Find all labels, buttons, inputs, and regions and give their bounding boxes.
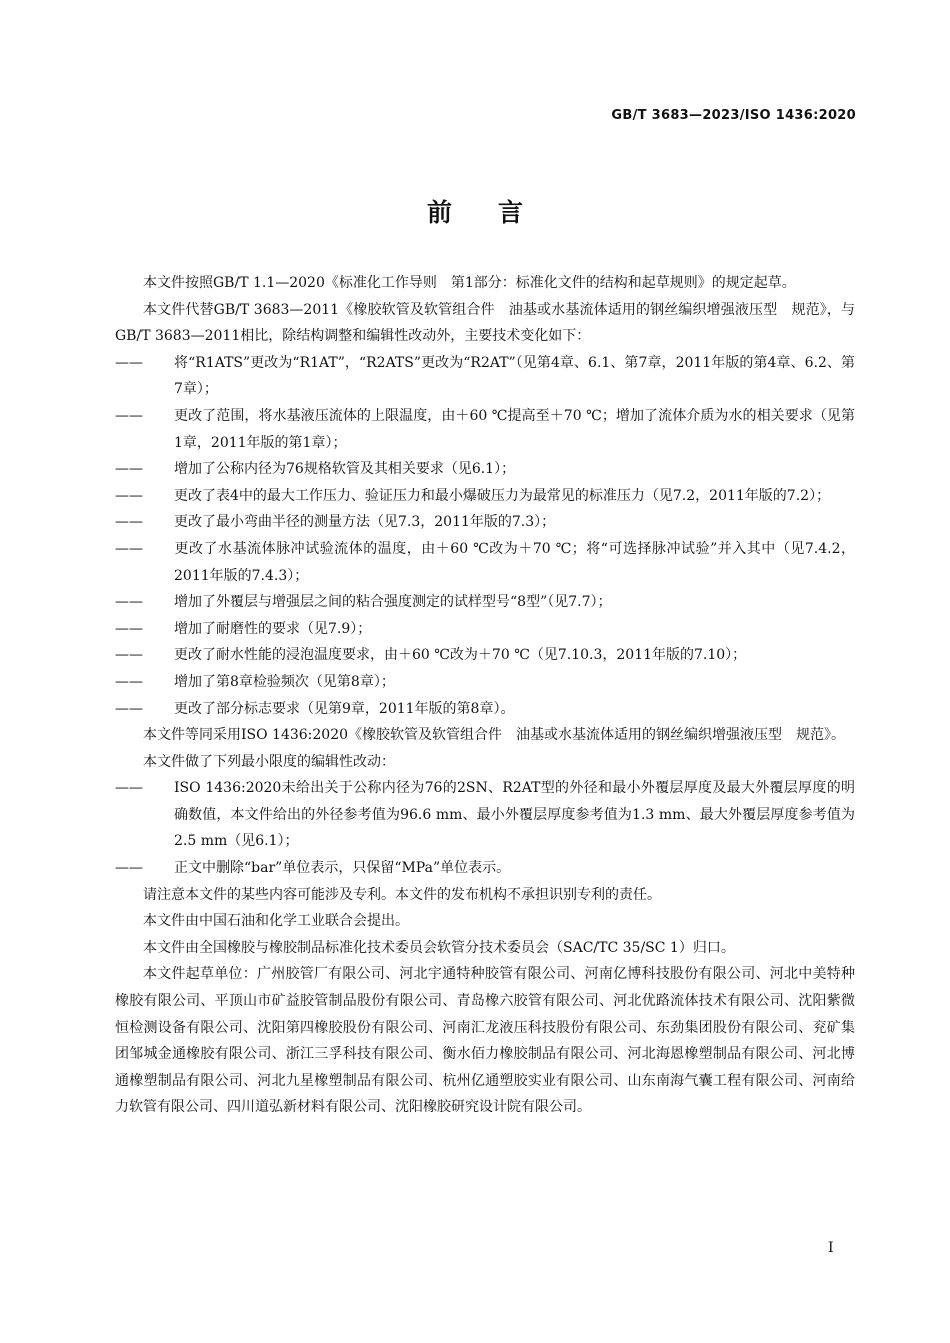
dash-mark: —— bbox=[115, 514, 143, 531]
list-item: —— 更改了部分标志要求（见第9章，2011年版的第8章）。 bbox=[115, 696, 855, 723]
list-item: —— 更改了耐水性能的浸泡温度要求，由＋60 ℃改为＋70 ℃（见7.10.3，2011年版的7.10）； bbox=[115, 642, 855, 669]
dash-mark: —— bbox=[115, 647, 143, 664]
paragraph: 本文件等同采用ISO 1436:2020《橡胶软管及软管组合件 油基或水基流体适用的钢丝编织增强液压型 规范》。 bbox=[143, 727, 846, 744]
paragraph: 请注意本文件的某些内容可能涉及专利。本文件的发布机构不承担识别专利的责任。 bbox=[143, 886, 661, 903]
list-item: —— 将“R1ATS”更改为“R1AT”，“R2ATS”更改为“R2AT”（见第4章、6.1、第7章，2011年版的第4章、6.2、第7章）； bbox=[115, 350, 855, 403]
paragraph: 本文件按照GB/T 1.1—2020《标准化工作导则 第1部分：标准化文件的结构和起草规则》的规定起草。 bbox=[143, 275, 796, 291]
list-item: —— 增加了外覆层与增强层之间的粘合强度测定的试样型号“8型”（见7.7）； bbox=[115, 589, 855, 616]
paragraph: 本文件代替GB/T 3683—2011《橡胶软管及软管组合件 油基或水基流体适用的钢丝编织增强液压型 规范》，与GB/T 3683—2011相比，除结构调整和编辑性改动外，主要技术变化如下： bbox=[115, 301, 855, 345]
dash-mark: —— bbox=[115, 620, 143, 637]
list-item: —— 增加了耐磨性的要求（见7.9）； bbox=[115, 616, 855, 643]
list-item: —— ISO 1436:2020未给出关于公称内径为76的2SN、R2AT型的外径和最小外覆层厚度及最大外覆层厚度的明确数值，本文件给出的外径参考值为96.6 mm、最小外覆层厚度参考值为1.3 mm、最大外覆层厚度参考值为2.5 mm（见6.1）； bbox=[115, 775, 855, 855]
list-item: —— 更改了水基流体脉冲试验流体的温度，由＋60 ℃改为＋70 ℃；将“可选择脉冲试验”并入其中（见7.4.2，2011年版的7.4.3）； bbox=[115, 536, 855, 589]
dash-mark: —— bbox=[115, 860, 143, 877]
dash-mark: —— bbox=[115, 594, 143, 611]
document-body bbox=[115, 270, 855, 1121]
list-item: —— 更改了范围，将水基液压流体的上限温度，由＋60 ℃提高至＋70 ℃；增加了流体介质为水的相关要求（见第1章，2011年版的第1章）； bbox=[115, 403, 855, 456]
dash-mark: —— bbox=[115, 700, 143, 717]
dash-mark: —— bbox=[115, 461, 143, 478]
list-item: —— 更改了最小弯曲半径的测量方法（见7.3，2011年版的7.3）； bbox=[115, 509, 855, 536]
dash-mark: —— bbox=[115, 354, 143, 371]
standard-code-header: GB/T 3683—2023/ISO 1436:2020 bbox=[611, 108, 856, 123]
paragraph: 本文件由中国石油和化学工业联合会提出。 bbox=[143, 913, 409, 930]
page-number: I bbox=[828, 1240, 834, 1256]
dash-mark: —— bbox=[115, 487, 143, 504]
paragraph: 本文件做了下列最小限度的编辑性改动： bbox=[143, 753, 395, 770]
page-title: 前言 bbox=[426, 198, 569, 227]
dash-mark: —— bbox=[115, 540, 143, 557]
dash-mark: —— bbox=[115, 673, 143, 690]
list-item: —— 增加了第8章检验频次（见第8章）； bbox=[115, 669, 855, 696]
dash-mark: —— bbox=[115, 407, 143, 424]
paragraph: 本文件起草单位：广州胶管厂有限公司、河北宇通特种胶管有限公司、河南亿博科技股份有限公司、河北中美特种橡胶有限公司、平顶山市矿益胶管制品股份有限公司、青岛橡六胶管有限公司、河北优路流体技术有限公司、沈阳紫微恒检测设备有限公司、沈阳第四橡胶股份有限公司、河南汇龙液压科技股份有限公司、东劲集团股份有限公司、兖矿集团邹城金通橡胶有限公司、浙江三孚科技有限公司、衡水佰力橡胶制品有限公司、河北海恩橡塑制品有限公司、河北博通橡塑制品有限公司、河北九星橡塑制品有限公司、杭州亿通塑胶实业有限公司、山东南海气囊工程有限公司、河南给力软管有限公司、四川道弘新材料有限公司、沈阳橡胶研究设计院有限公司。 bbox=[115, 966, 855, 1116]
list-item: —— 增加了公称内径为76规格软管及其相关要求（见6.1）； bbox=[115, 456, 855, 483]
dash-mark: —— bbox=[115, 780, 143, 797]
paragraph: 本文件由全国橡胶与橡胶制品标准化技术委员会软管分技术委员会（SAC/TC 35/SC 1）归口。 bbox=[143, 939, 735, 956]
list-item: —— 正文中删除“bar”单位表示，只保留“MPa”单位表示。 bbox=[115, 855, 855, 882]
list-item: —— 更改了表4中的最大工作压力、验证压力和最小爆破压力为最常见的标准压力（见7.2，2011年版的7.2）； bbox=[115, 483, 855, 510]
